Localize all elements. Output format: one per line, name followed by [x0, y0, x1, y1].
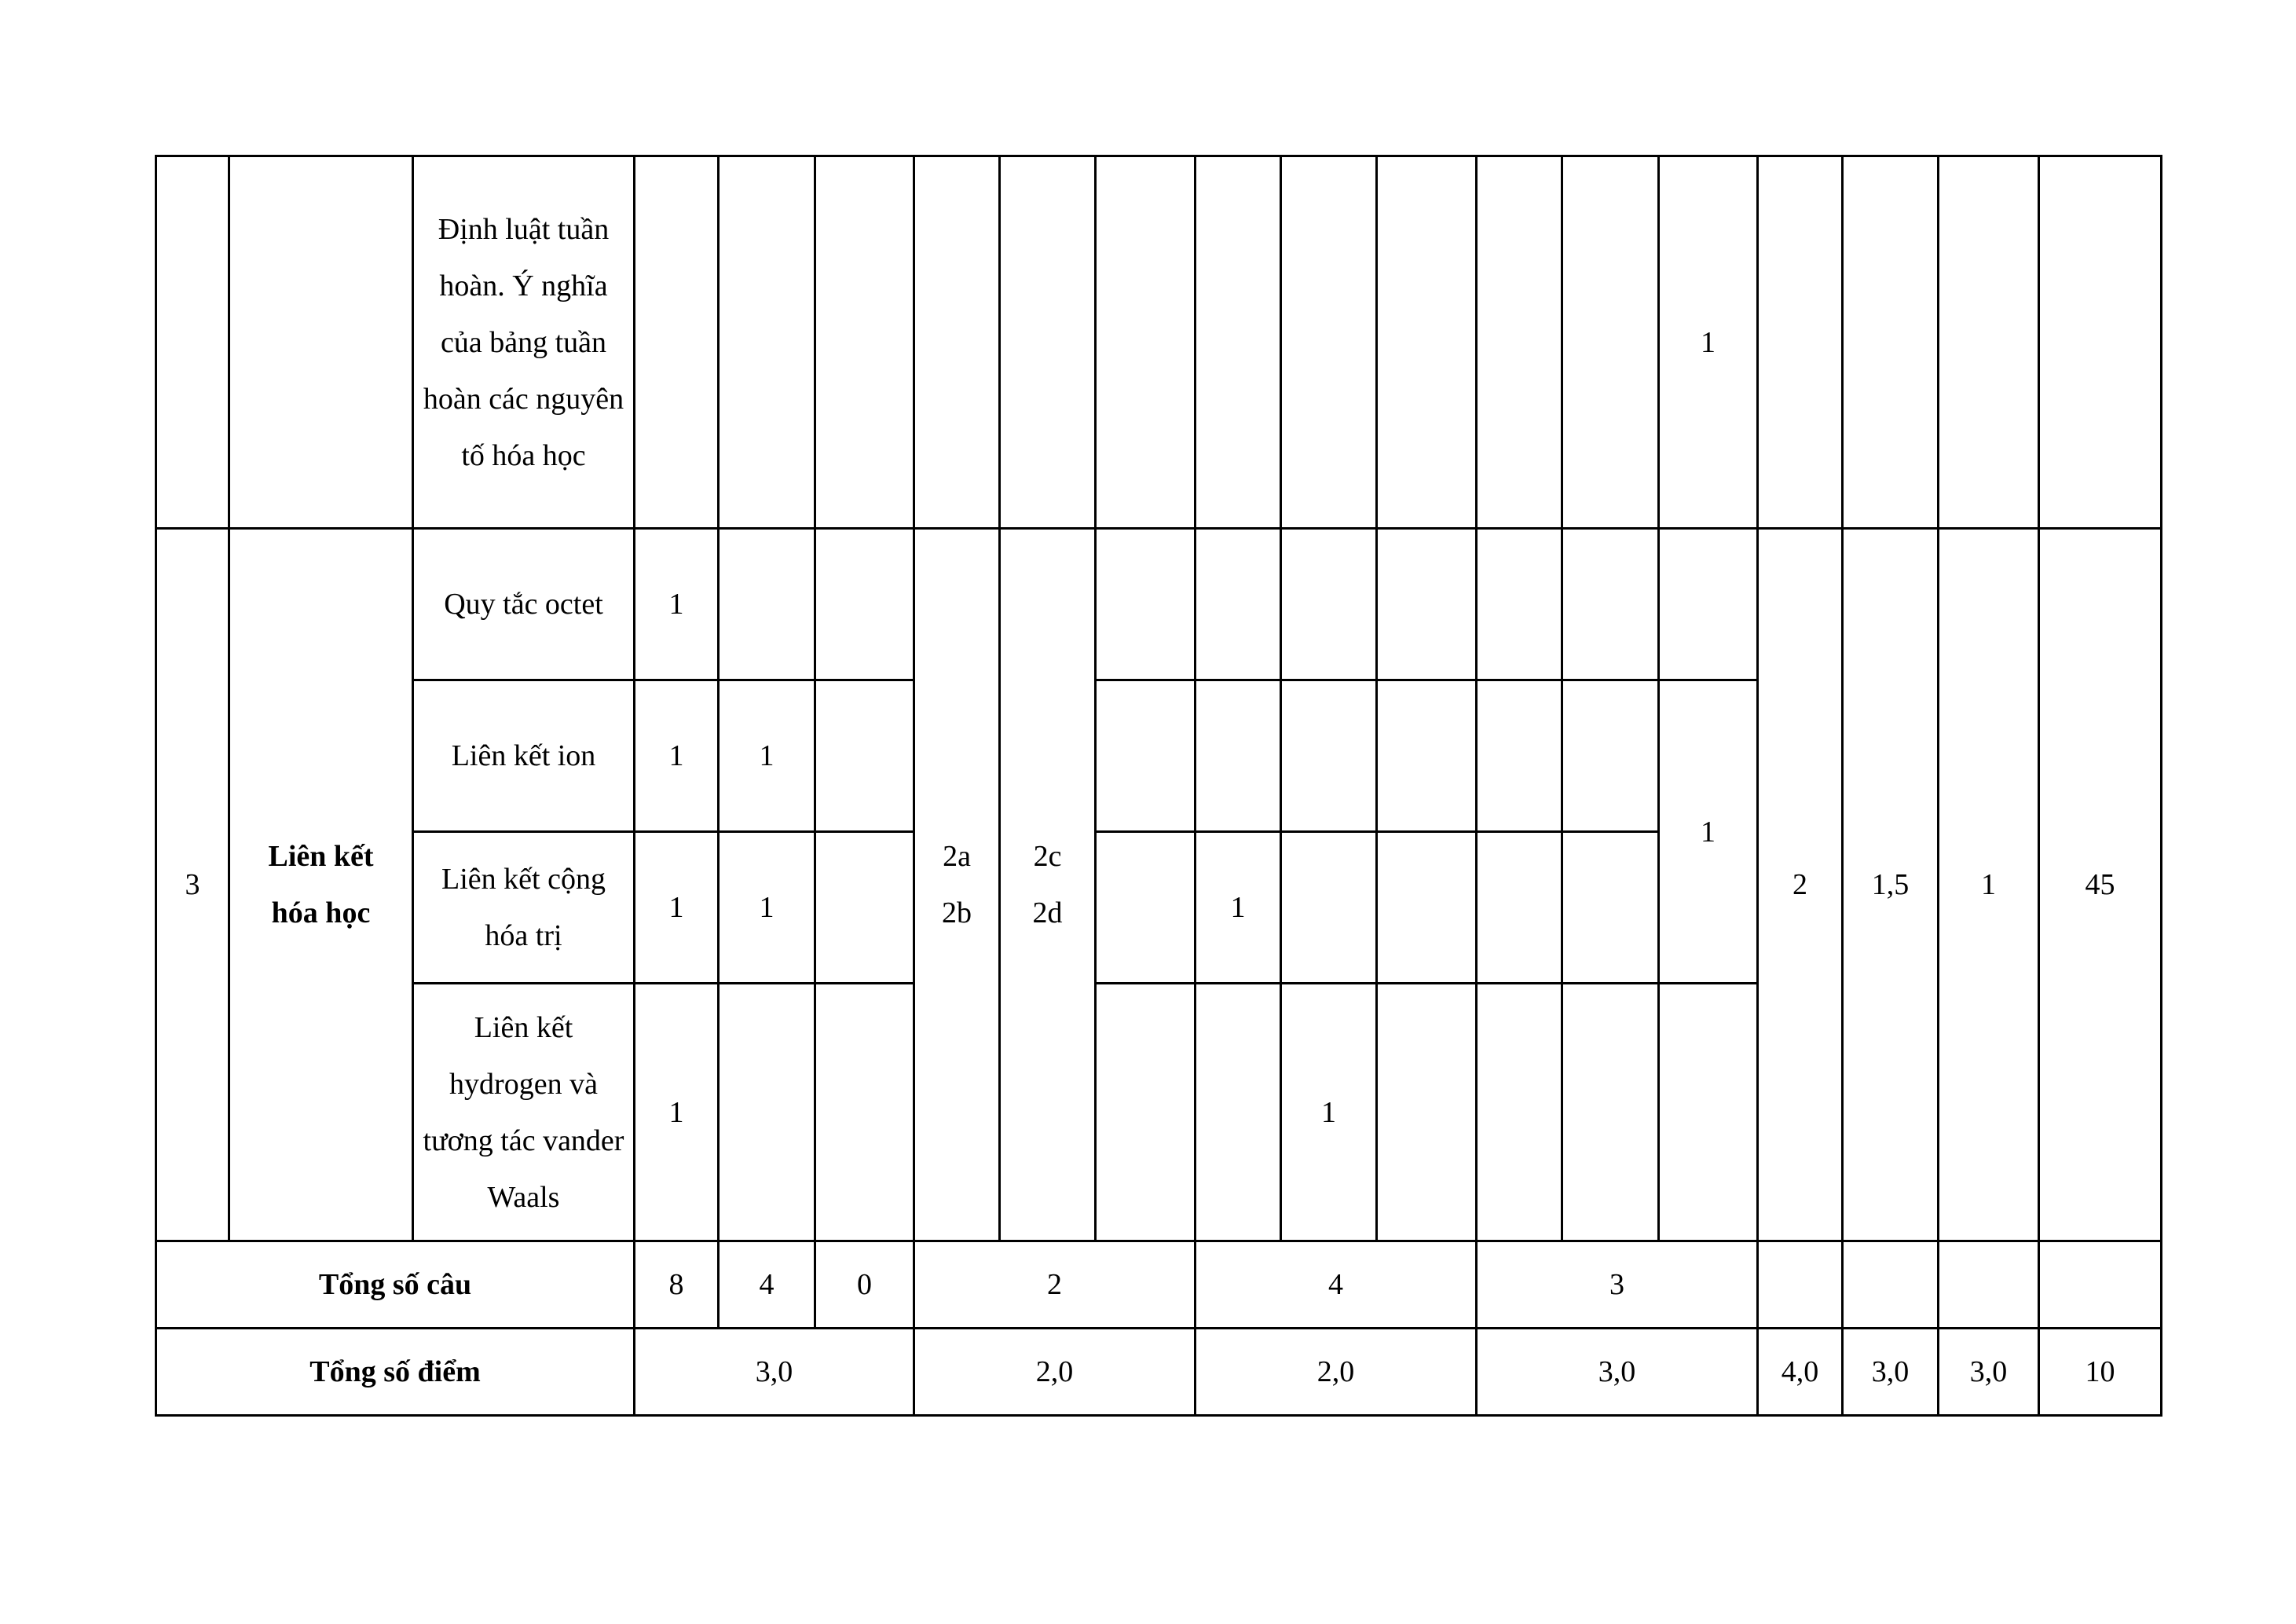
value-cell: [1477, 529, 1562, 680]
value-cell: [815, 680, 914, 832]
value-cell: [1758, 1241, 1843, 1329]
value-cell: [1196, 984, 1281, 1241]
stt-cell: [156, 156, 229, 529]
content-cell: Định luật tuần hoàn. Ý nghĩa của bảng tuần hoàn các nguyên tố hóa học: [413, 156, 635, 529]
value-cell: [1562, 832, 1659, 984]
value-cell: [2039, 1241, 2162, 1329]
value-cell: 1: [635, 984, 719, 1241]
value-cell: 4,0: [1758, 1329, 1843, 1416]
value-cell: [1377, 832, 1477, 984]
value-cell: [635, 156, 719, 529]
value-cell: 1: [1281, 984, 1377, 1241]
value-cell: 1: [635, 680, 719, 832]
merged-value-cell: 1,5: [1843, 529, 1939, 1241]
merged-value-cell: 1: [1659, 680, 1758, 984]
value-cell: 1: [635, 832, 719, 984]
value-cell: [1659, 984, 1758, 1241]
merged-value-cell: 1: [1939, 529, 2039, 1241]
value-cell: [1562, 156, 1659, 529]
value-cell: [1843, 1241, 1939, 1329]
value-cell: 1: [719, 832, 815, 984]
value-cell: [1096, 984, 1196, 1241]
value-cell: [1477, 832, 1562, 984]
exam-matrix-table: [155, 155, 2162, 1417]
value-cell: 1: [719, 680, 815, 832]
value-cell: [1939, 156, 2039, 529]
value-cell: [1096, 529, 1196, 680]
value-cell: [1196, 529, 1281, 680]
topic-cell: Liên kết hóa học: [229, 529, 413, 1241]
value-cell: [2039, 156, 2162, 529]
merged-value-cell: 2a 2b: [914, 529, 1000, 1241]
value-cell: [1377, 529, 1477, 680]
value-cell: 10: [2039, 1329, 2162, 1416]
value-cell: [1659, 529, 1758, 680]
value-cell: [719, 156, 815, 529]
group-total-cell: 2,0: [914, 1329, 1196, 1416]
value-cell: [914, 156, 1000, 529]
content-cell: Liên kết cộng hóa trị: [413, 832, 635, 984]
value-cell: [815, 529, 914, 680]
content-cell: Liên kết hydrogen và tương tác vander Waals: [413, 984, 635, 1241]
value-cell: 3,0: [1843, 1329, 1939, 1416]
value-cell: [1377, 680, 1477, 832]
merged-value-cell: 2: [1758, 529, 1843, 1241]
total-points-label: Tổng số điểm: [156, 1329, 635, 1416]
value-cell: [1096, 680, 1196, 832]
group-total-cell: 3: [1477, 1241, 1758, 1329]
value-cell: [1377, 156, 1477, 529]
value-cell: 1: [1659, 156, 1758, 529]
value-cell: [1281, 156, 1377, 529]
value-cell: [1562, 529, 1659, 680]
group-total-cell: 2,0: [1196, 1329, 1477, 1416]
value-cell: [1096, 156, 1196, 529]
value-cell: [1377, 984, 1477, 1241]
total-points-row: [156, 1329, 2162, 1416]
group-total-cell: 3,0: [1477, 1329, 1758, 1416]
value-cell: 4: [719, 1241, 815, 1329]
value-cell: [815, 156, 914, 529]
value-cell: [1196, 156, 1281, 529]
value-cell: [1281, 680, 1377, 832]
value-cell: [1477, 680, 1562, 832]
table-row: [156, 156, 2162, 529]
value-cell: [1939, 1241, 2039, 1329]
value-cell: [1758, 156, 1843, 529]
content-cell: Liên kết ion: [413, 680, 635, 832]
value-cell: 1: [635, 529, 719, 680]
value-cell: [1000, 156, 1096, 529]
group-total-cell: 3,0: [635, 1329, 914, 1416]
value-cell: [815, 984, 914, 1241]
value-cell: 1: [1196, 832, 1281, 984]
value-cell: [1196, 680, 1281, 832]
value-cell: 3,0: [1939, 1329, 2039, 1416]
value-cell: [1562, 984, 1659, 1241]
stt-cell: 3: [156, 529, 229, 1241]
group-total-cell: 2: [914, 1241, 1196, 1329]
value-cell: [815, 832, 914, 984]
value-cell: 8: [635, 1241, 719, 1329]
value-cell: 0: [815, 1241, 914, 1329]
value-cell: [1281, 832, 1377, 984]
table-row: [156, 529, 2162, 680]
total-questions-label: Tổng số câu: [156, 1241, 635, 1329]
merged-value-cell: 2c 2d: [1000, 529, 1096, 1241]
value-cell: [719, 529, 815, 680]
content-cell: Quy tắc octet: [413, 529, 635, 680]
value-cell: [1843, 156, 1939, 529]
value-cell: [1477, 156, 1562, 529]
value-cell: [1562, 680, 1659, 832]
value-cell: [1281, 529, 1377, 680]
topic-cell: [229, 156, 413, 529]
value-cell: [719, 984, 815, 1241]
group-total-cell: 4: [1196, 1241, 1477, 1329]
value-cell: [1477, 984, 1562, 1241]
value-cell: [1096, 832, 1196, 984]
merged-value-cell: 45: [2039, 529, 2162, 1241]
total-questions-row: [156, 1241, 2162, 1329]
